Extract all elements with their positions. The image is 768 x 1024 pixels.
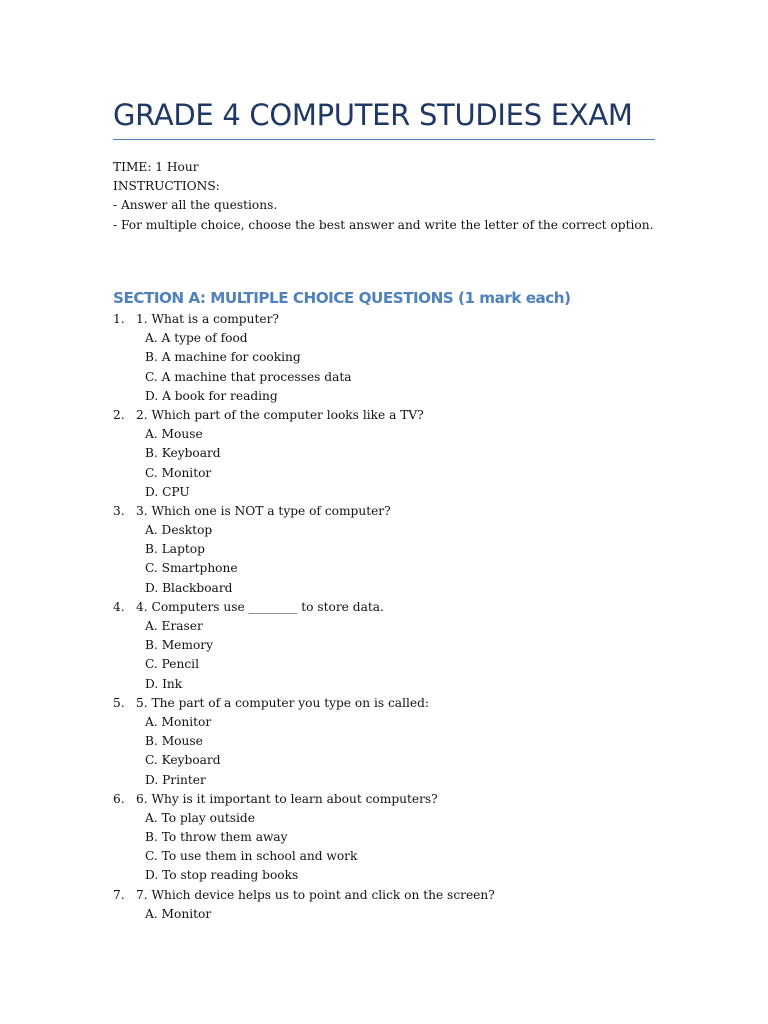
answer-option: D. To stop reading books — [145, 868, 299, 883]
question-list — [113, 310, 495, 924]
answer-option: C. Keyboard — [145, 753, 221, 768]
answer-option: A. To play outside — [145, 810, 255, 825]
question-number: 2. — [113, 407, 125, 422]
question-text: 3. Which one is NOT a type of computer? — [136, 503, 391, 518]
answer-option: B. Mouse — [145, 734, 203, 749]
question-text: 2. Which part of the computer looks like a TV? — [136, 407, 424, 422]
question-number: 5. — [113, 695, 125, 710]
question-text: 7. Which device helps us to point and click on the screen? — [136, 887, 495, 902]
answer-option: D. Ink — [145, 676, 183, 691]
question-item — [113, 694, 429, 790]
question-number: 3. — [113, 503, 125, 518]
answer-option: B. A machine for cooking — [145, 350, 301, 365]
instructions-block — [113, 158, 653, 235]
answer-option: A. Eraser — [145, 619, 203, 633]
answer-option: A. Mouse — [145, 427, 203, 442]
title-underline — [113, 139, 655, 140]
answer-option: C. Smartphone — [145, 561, 238, 576]
answer-option: A. Desktop — [145, 523, 213, 538]
question-item — [113, 310, 357, 406]
question-number: 7. — [113, 887, 125, 902]
answer-option: B. Memory — [145, 638, 214, 653]
question-number: 4. — [113, 599, 125, 614]
answer-option: A. A type of food — [145, 331, 248, 346]
question-text: 5. The part of a computer you type on is called: — [136, 695, 429, 710]
question-text: 4. Computers use ________ to store data. — [136, 599, 384, 614]
question-item — [113, 886, 495, 924]
answer-option: C. Pencil — [145, 657, 199, 672]
answer-option: B. Laptop — [145, 542, 205, 557]
question-item — [113, 502, 391, 598]
question-number: 1. — [113, 312, 125, 326]
answer-option: D. Printer — [145, 772, 206, 787]
question-item — [113, 406, 424, 502]
time-line: TIME: 1 Hour — [113, 160, 199, 174]
answer-option: D. A book for reading — [145, 388, 278, 403]
answer-option: A. Monitor — [145, 906, 212, 921]
question-text: 1. What is a computer? — [136, 312, 279, 326]
instruction-item: - Answer all the questions. — [113, 198, 278, 213]
question-item — [113, 790, 438, 886]
answer-option: B. Keyboard — [145, 446, 221, 461]
question-text: 6. Why is it important to learn about computers? — [136, 791, 438, 806]
instructions-label: INSTRUCTIONS: — [113, 179, 220, 194]
answer-option: B. To throw them away — [145, 830, 288, 845]
answer-option: C. A machine that processes data — [145, 369, 352, 384]
answer-option: A. Monitor — [145, 714, 212, 729]
answer-option: C. Monitor — [145, 465, 212, 480]
section-a-heading: SECTION A: MULTIPLE CHOICE QUESTIONS (1 mark each) — [113, 289, 571, 307]
page-title: GRADE 4 COMPUTER STUDIES EXAM — [113, 98, 633, 132]
question-number: 6. — [113, 791, 125, 806]
answer-option: C. To use them in school and work — [145, 849, 358, 864]
answer-option: D. CPU — [145, 484, 190, 499]
question-item — [113, 598, 384, 694]
answer-option: D. Blackboard — [145, 580, 233, 595]
instruction-item: - For multiple choice, choose the best answer and write the letter of the correct option. — [113, 217, 654, 232]
